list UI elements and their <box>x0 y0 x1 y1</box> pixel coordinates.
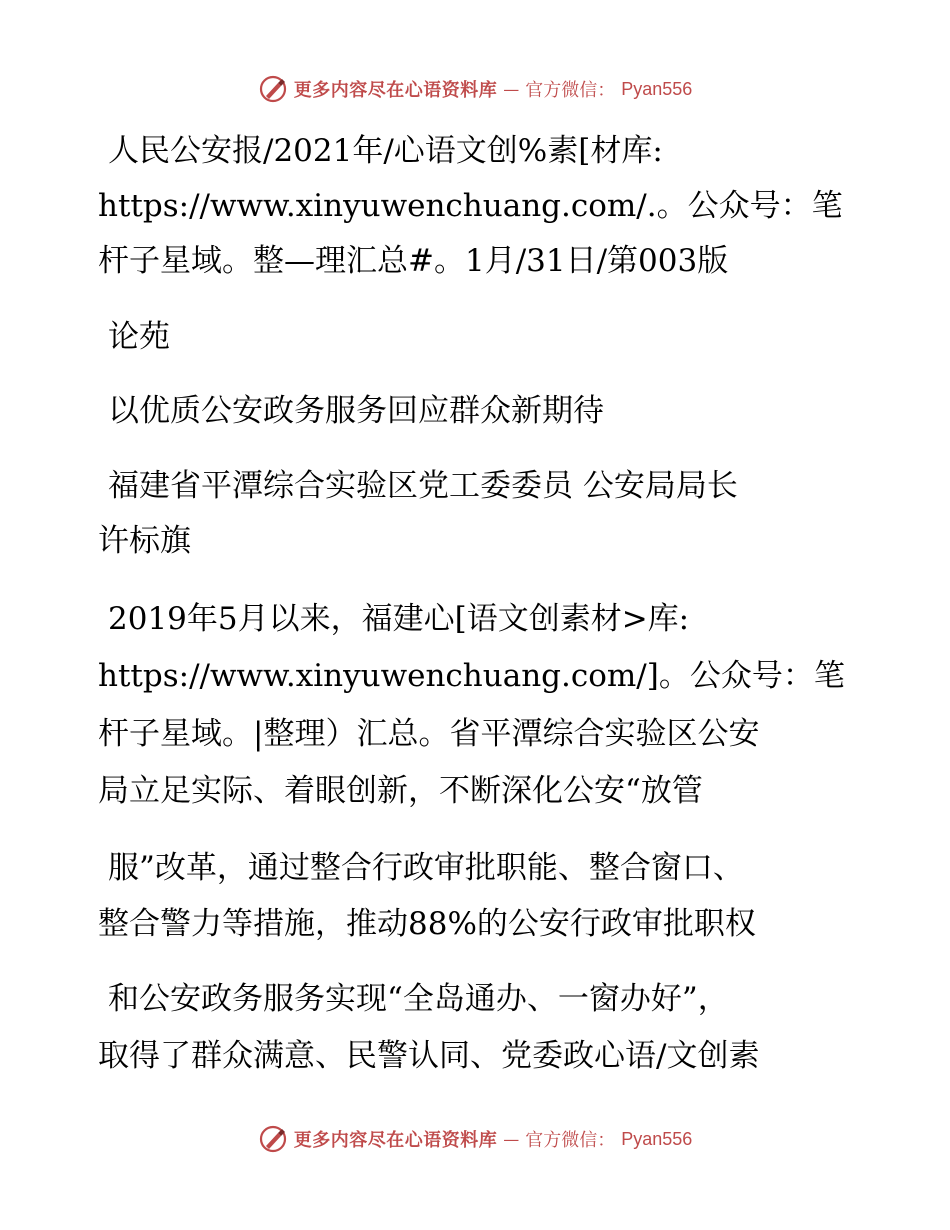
text-line: 整合警力等措施，推动88%的公安行政审批职权 <box>98 906 756 942</box>
header-watermark <box>0 72 950 106</box>
text-line: 服”改革，通过整合行政审批职能、整合窗口、 <box>108 850 744 886</box>
article-title: 以优质公安政务服务回应群众新期待 <box>108 393 604 429</box>
text-line: 杆子星域。整—理汇总#。1月/31日/第003版 <box>98 243 729 279</box>
watermark-text: 更多内容尽在心语资料库 <box>293 80 498 101</box>
text-line: 杆子星域。|整理）汇总。省平潭综合实验区公安 <box>98 716 760 752</box>
text-line: 局立足实际、着眼创新，不断深化公安“放管 <box>98 773 703 809</box>
author-title: 福建省平潭综合实验区党工委委员 公安局局长 <box>108 468 738 504</box>
watermark-wechat-label: 官方微信： <box>525 1130 616 1151</box>
pen-logo-icon <box>258 74 288 104</box>
author-name: 许标旗 <box>98 523 191 559</box>
text-line: 2019年5月以来，福建心[语文创素材>库: <box>108 601 690 637</box>
watermark-wechat-label: 官方微信： <box>525 80 616 101</box>
watermark-wechat-id: Pyan556 <box>621 78 693 99</box>
text-line: https://www.xinyuwenchuang.com/.。公众号：笔 <box>98 188 843 224</box>
text-line: 人民公安报/2021年/心语文创%素[材库: <box>108 133 663 169</box>
watermark-separator: — <box>503 1129 520 1149</box>
section-heading: 论苑 <box>108 319 170 355</box>
text-line: 取得了群众满意、民警认同、党委政心语/文创素 <box>98 1038 760 1074</box>
pen-logo-icon <box>258 1124 288 1154</box>
text-line: 和公安政务服务实现“全岛通办、一窗办好”， <box>108 981 729 1017</box>
watermark-text: 更多内容尽在心语资料库 <box>293 1130 498 1151</box>
text-line: https://www.xinyuwenchuang.com/]。公众号：笔 <box>98 658 845 694</box>
footer-watermark <box>0 1122 950 1156</box>
watermark-wechat-id: Pyan556 <box>621 1128 693 1149</box>
watermark-separator: — <box>503 79 520 99</box>
